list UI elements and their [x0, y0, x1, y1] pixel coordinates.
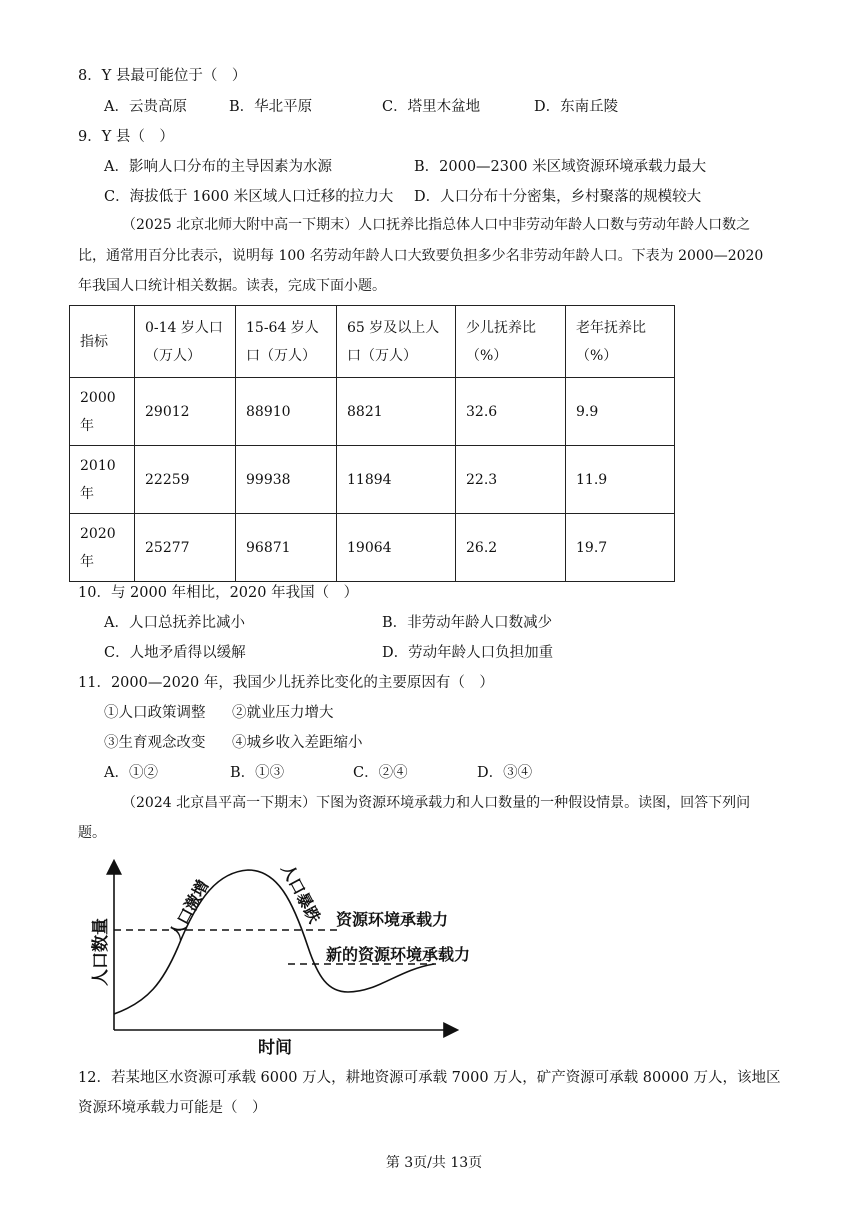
- q9-option-b[interactable]: B．2000—2300 米区域资源环境承载力最大: [414, 159, 707, 175]
- table-cell: 9.9: [566, 378, 675, 446]
- table-header-cell: 0-14 岁人口 （万人）: [135, 306, 236, 378]
- page-footer: 第 3页/共 13页: [385, 1155, 483, 1171]
- q11-item-2: ②就业压力增大: [232, 705, 334, 721]
- intro2-line2: 题。: [78, 825, 106, 841]
- q9-stem: 9．Y 县（ ）: [78, 129, 174, 145]
- q9-option-a[interactable]: A．影响人口分布的主导因素为水源: [104, 159, 332, 175]
- table-cell: 29012: [135, 378, 236, 446]
- table-cell: 22259: [135, 446, 236, 514]
- intro2-line1: （2024 北京昌平高一下期末）下图为资源环境承载力和人口数量的一种假设情景。读图，回答下列问: [122, 795, 751, 811]
- table-row: [70, 378, 675, 446]
- table-cell: 19.7: [566, 514, 675, 582]
- q11-option-a[interactable]: A．①②: [104, 765, 158, 781]
- table-cell: 99938: [236, 446, 337, 514]
- population-curve: [114, 870, 434, 1014]
- q9-option-c[interactable]: C．海拔低于 1600 米区域人口迁移的拉力大: [104, 189, 394, 205]
- q11-option-c[interactable]: C．②④: [353, 765, 408, 781]
- table-cell: 25277: [135, 514, 236, 582]
- q11-item-4: ④城乡收入差距缩小: [232, 735, 363, 751]
- table-cell: 88910: [236, 378, 337, 446]
- table-year-cell: 2000 年: [70, 378, 135, 446]
- intro1-line2: 比，通常用百分比表示，说明每 100 名劳动年龄人口大致要负担多少名非劳动年龄人口。下表为 2000—2020: [78, 248, 764, 264]
- table-cell: 96871: [236, 514, 337, 582]
- new-capacity-label: 新的资源环境承载力: [326, 945, 471, 964]
- q9-option-d[interactable]: D．人口分布十分密集，乡村聚落的规模较大: [414, 189, 702, 205]
- q12-line1: 12．若某地区水资源可承载 6000 万人，耕地资源可承载 7000 万人，矿产资源可承载 80000 万人，该地区: [78, 1070, 781, 1086]
- table-cell: 26.2: [456, 514, 566, 582]
- table-cell: 22.3: [456, 446, 566, 514]
- table-cell: 11.9: [566, 446, 675, 514]
- intro1-line1: （2025 北京北师大附中高一下期末）人口抚养比指总体人口中非劳动年龄人口数与劳动年龄人口数之: [122, 217, 751, 233]
- table-year-cell: 2020 年: [70, 514, 135, 582]
- capacity-label: 资源环境承载力: [336, 910, 449, 929]
- table-header-cell: 65 岁及以上人 口（万人）: [337, 306, 456, 378]
- q10-option-d[interactable]: D．劳动年龄人口负担加重: [382, 645, 554, 661]
- q8-option-d[interactable]: D．东南丘陵: [534, 99, 619, 115]
- q8-option-c[interactable]: C．塔里木盆地: [382, 99, 481, 115]
- q10-option-a[interactable]: A．人口总抚养比减小: [104, 615, 245, 631]
- table-header-cell: 少儿抚养比 （%）: [456, 306, 566, 378]
- carrying-capacity-figure: [78, 852, 498, 1060]
- population-table: [69, 305, 675, 582]
- table-cell: 19064: [337, 514, 456, 582]
- table-row: [70, 446, 675, 514]
- q8-stem: 8．Y 县最可能位于（ ）: [78, 68, 247, 84]
- table-cell: 32.6: [456, 378, 566, 446]
- q11-item-3: ③生育观念改变: [104, 735, 206, 751]
- x-axis-label: 时间: [258, 1038, 292, 1058]
- y-axis-label: 人口数量: [91, 918, 111, 986]
- table-header-cell: 15-64 岁人 口（万人）: [236, 306, 337, 378]
- q11-option-d[interactable]: D．③④: [477, 765, 533, 781]
- q8-option-b[interactable]: B．华北平原: [229, 99, 313, 115]
- table-header-cell: 指标: [70, 306, 135, 378]
- table-year-cell: 2010 年: [70, 446, 135, 514]
- q11-item-1: ①人口政策调整: [104, 705, 206, 721]
- table-header-cell: 老年抚养比 （%）: [566, 306, 675, 378]
- table-header-row: [70, 306, 675, 378]
- q11-stem: 11．2000—2020 年，我国少儿抚养比变化的主要原因有（ ）: [78, 675, 494, 691]
- table-cell: 8821: [337, 378, 456, 446]
- q11-option-b[interactable]: B．①③: [230, 765, 285, 781]
- rise-label: 人口激增: [165, 876, 213, 943]
- q8-option-a[interactable]: A．云贵高原: [104, 99, 187, 115]
- intro1-line3: 年我国人口统计相关数据。读表，完成下面小题。: [78, 278, 386, 294]
- fall-label: 人口暴跌: [277, 860, 325, 927]
- q10-option-b[interactable]: B．非劳动年龄人口数减少: [382, 615, 553, 631]
- q12-line2: 资源环境承载力可能是（ ）: [78, 1100, 267, 1116]
- table-row: [70, 514, 675, 582]
- table-cell: 11894: [337, 446, 456, 514]
- q10-option-c[interactable]: C．人地矛盾得以缓解: [104, 645, 246, 661]
- q10-stem: 10．与 2000 年相比，2020 年我国（ ）: [78, 585, 359, 601]
